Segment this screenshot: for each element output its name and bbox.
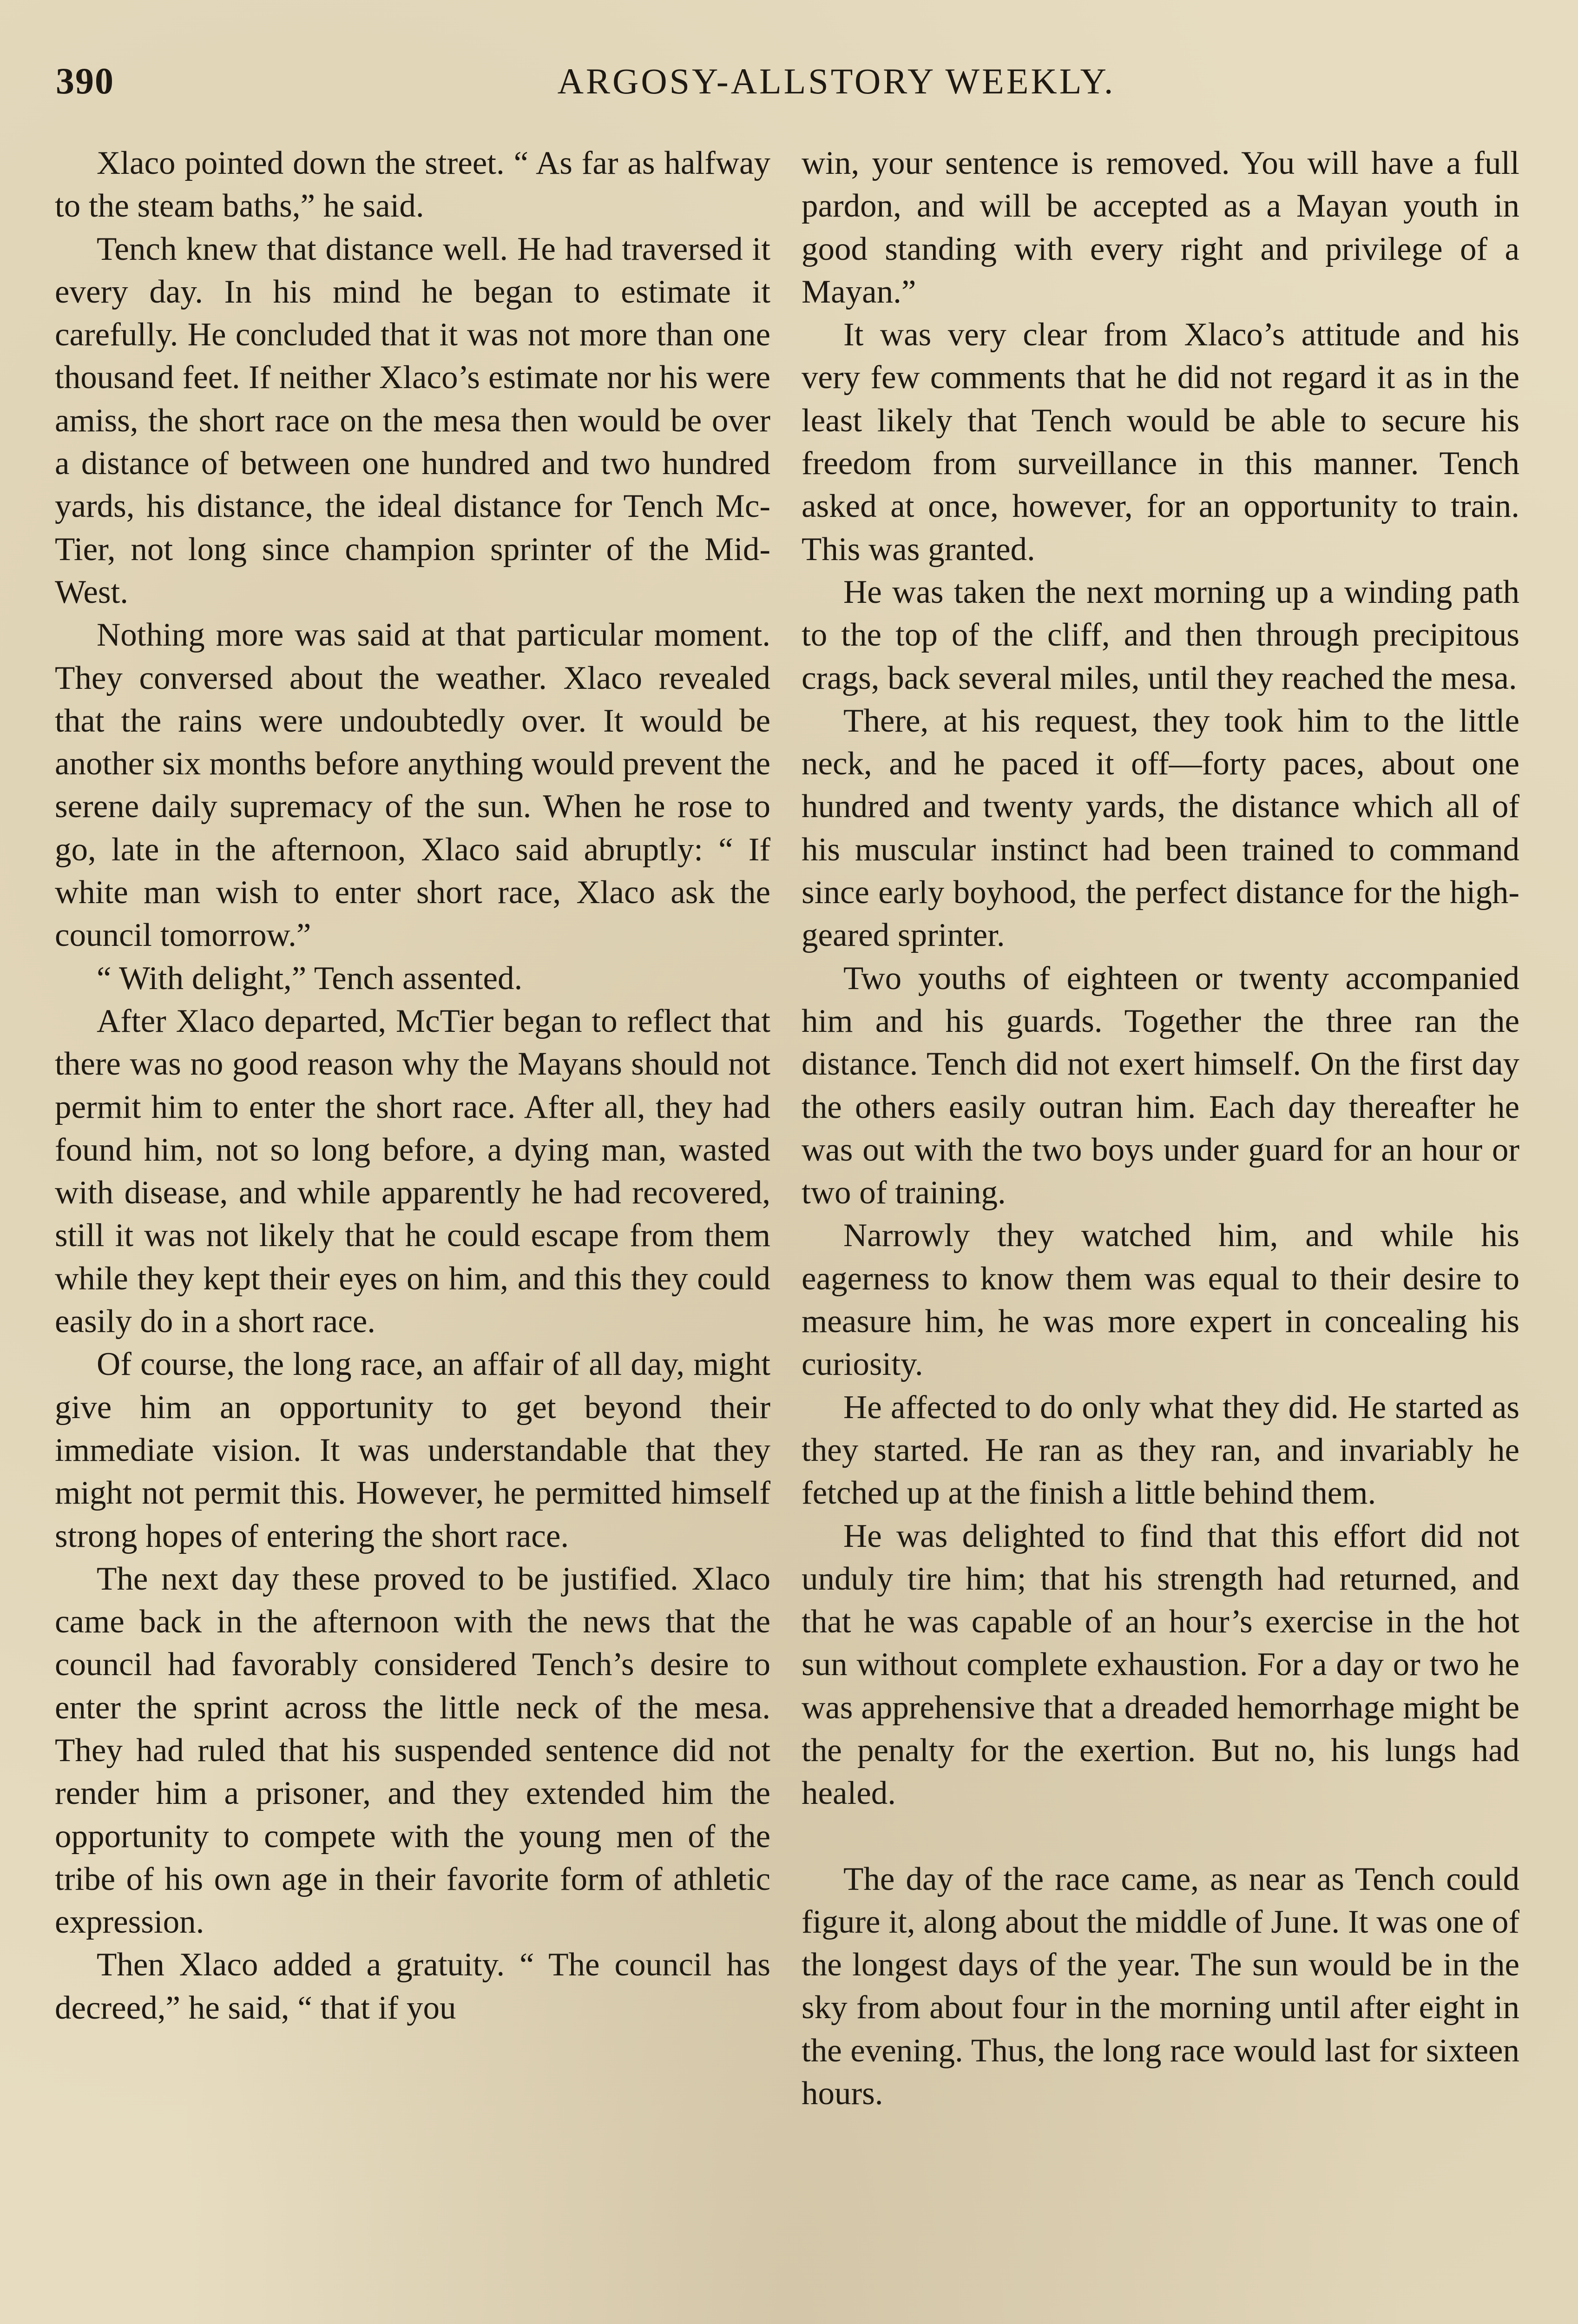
paragraph: Then Xlaco added a gratuity. “ The council has decreed,” he said, “ that if you (55, 1947, 770, 2026)
left-column (55, 142, 770, 2324)
paragraph: Of course, the long race, an affair of all day, might give him an opportunity to get beyond their immediate vision. It was understandable that they might not permit this. However, he permitted himself strong hopes of entering the short race. (55, 1346, 770, 1554)
paragraph: He was taken the next morning up a winding path to the top of the cliff, and then through precipitous crags, back several miles, until they reached the mesa. (802, 574, 1519, 696)
paragraph: Narrowly they watched him, and while his eagerness to know them was equal to their desire to measure him, he was more expert in concealing his curiosity. (802, 1217, 1519, 1383)
paragraph: There, at his request, they took him to the little neck, and he paced it off—forty paces, about one hundred and twenty yards, the distance which all of his muscular instinct had been trained to command since early boyhood, the perfect distance for the high-geared sprinter. (802, 702, 1519, 954)
page-number: 390 (56, 61, 114, 102)
paragraph: The next day these proved to be justified. Xlaco came back in the afternoon with the news that the council had favorably considered Tench’s desire to enter the sprint across the little neck of the mesa. They had ruled that his suspended sentence did not render him a prisoner, and they extended him the opportunity to compete with the young men of the tribe of his own age in their favorite form of athletic expression. (55, 1560, 770, 1941)
paragraph: He affected to do only what they did. He started as they started. He ran as they ran, and invariably he fetched up at the finish a little behind them. (802, 1389, 1519, 1512)
right-column (802, 142, 1519, 2324)
paragraph: Two youths of eighteen or twenty accompanied him and his guards. Together the three ran the distance. Tench did not exert himself. On the first day the others easily outran him. Each day thereafter he was out with the two boys under guard for an hour or two of training. (802, 960, 1519, 1211)
page-header (56, 60, 1543, 116)
paragraph: Tench knew that distance well. He had traversed it every day. In his mind he began to estimate it carefully. He concluded that it was not more than one thousand feet. If neither Xlaco’s estimate nor his were amiss, the short race on the mesa then would be over a distance of between one hundred and two hundred yards, his distance, the ideal distance for Tench McTier, not long since champion sprinter of the Mid-West. (55, 231, 770, 610)
paragraph-section-start: The day of the race came, as near as Tench could figure it, along about the middle of June. It was one of the longest days of the year. The sun would be in the sky from about four in the morning until after eight in the evening. Thus, the long race would last for sixteen hours. (802, 1861, 1519, 2112)
paragraph: It was very clear from Xlaco’s attitude and his very few comments that he did not regard it as in the least likely that Tench would be able to secure his freedom from surveillance in this manner. Tench asked at once, however, for an opportunity to train. This was granted. (802, 317, 1519, 568)
paragraph: “ With delight,” Tench assented. (97, 960, 523, 997)
paragraph-continued: win, your sentence is removed. You will have a full pardon, and will be accepted as a Mayan youth in good standing with every right and privilege of a Mayan.” (802, 145, 1519, 310)
paragraph: Nothing more was said at that particular moment. They conversed about the weather. Xlaco revealed that the rains were undoubtedly over. It would be another six months before anything would prevent the serene daily supremacy of the sun. When he rose to go, late in the afternoon, Xlaco said abruptly: “ If white man wish to enter short race, Xlaco ask the council tomorrow.” (55, 617, 770, 954)
paragraph: He was delighted to find that this effort did not unduly tire him; that his strength had returned, and that he was capable of an hour’s exercise in the hot sun without complete exhaustion. For a day or two he was apprehensive that a dreaded hemorrhage might be the penalty for the exertion. But no, his lungs had healed. (802, 1518, 1519, 1812)
paragraph: After Xlaco departed, McTier began to reflect that there was no good reason why the Mayans should not permit him to enter the short race. After all, they had found him, not so long before, a dying man, wasted with disease, and while apparently he had recovered, still it was not likely that he could escape from them while they kept their eyes on him, and this they could easily do in a short race. (55, 1003, 770, 1340)
running-head: ARGOSY-ALLSTORY WEEKLY. (557, 61, 1116, 101)
paragraph: Xlaco pointed down the street. “ As far as halfway to the steam baths,” he said. (55, 145, 770, 224)
